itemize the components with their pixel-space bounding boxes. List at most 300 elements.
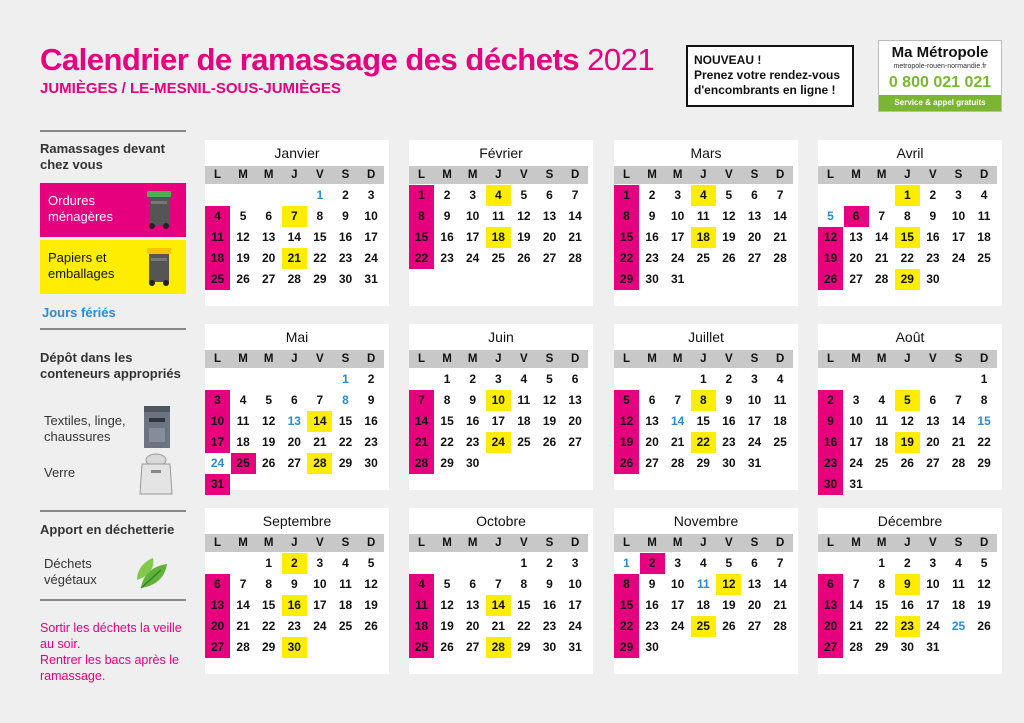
day-cell: 16 [364, 414, 378, 428]
day-cell: 2 [342, 188, 349, 202]
day-cell: 9 [443, 209, 451, 223]
day-ordures: 8 [614, 574, 639, 595]
day-papiers: 5 [895, 390, 920, 411]
day-cell: 24 [951, 251, 966, 265]
day-cell: 25 [977, 251, 991, 265]
day-holiday: 13 [287, 414, 301, 428]
month-name: Mai [285, 329, 309, 345]
day-papiers: 1 [895, 185, 920, 206]
day-cell: 29 [977, 456, 991, 470]
day-cell: 19 [364, 598, 378, 612]
day-cell: 29 [517, 640, 531, 654]
day-cell: 13 [542, 209, 557, 223]
day-cell: 7 [776, 188, 784, 202]
day-cell: 1 [443, 372, 451, 386]
day-cell: 1 [878, 556, 886, 570]
day-cell: 2 [546, 556, 553, 570]
day-cell: 31 [671, 272, 685, 286]
day-ordures: 4 [205, 206, 230, 227]
day-cell: 21 [313, 435, 327, 449]
day-ordures: 10 [205, 411, 230, 432]
day-ordures: 18 [409, 616, 434, 637]
day-cell: 16 [338, 230, 353, 244]
day-cell: 8 [265, 577, 273, 591]
day-cell: 29 [338, 456, 353, 470]
day-papiers: 2 [282, 553, 307, 574]
day-cell: 26 [440, 640, 454, 654]
month-name: Février [479, 145, 523, 161]
weekday-label: L [213, 353, 222, 365]
page-subtitle: JUMIÈGES / LE-MESNIL-SOUS-JUMIÈGES [40, 80, 341, 97]
day-ordures: 2 [818, 390, 843, 411]
day-cell: 18 [977, 230, 991, 244]
day-cell: 6 [469, 577, 477, 591]
weekday-label: S [341, 169, 350, 181]
day-cell: 20 [645, 435, 659, 449]
day-cell: 4 [980, 188, 988, 202]
day-cell: 23 [440, 251, 454, 265]
day-cell: 24 [364, 251, 378, 265]
month-name: Décembre [877, 513, 943, 529]
weekday-label: L [622, 537, 631, 549]
day-cell: 7 [955, 393, 962, 407]
day-cell: 26 [722, 251, 736, 265]
day-cell: 4 [342, 556, 349, 570]
weekday-label: V [520, 537, 528, 549]
day-cell: 17 [671, 230, 685, 244]
day-cell: 25 [338, 619, 353, 633]
day-cell: 14 [773, 209, 787, 223]
weekday-label: S [545, 169, 554, 181]
day-cell: 13 [849, 230, 863, 244]
weekday-label: L [417, 169, 426, 181]
glass-container-icon [137, 452, 175, 496]
day-cell: 28 [849, 640, 863, 654]
weekday-label: M [442, 169, 452, 181]
day-cell: 24 [926, 619, 940, 633]
weekday-label: M [672, 169, 683, 181]
day-ordures: 12 [818, 227, 843, 248]
day-cell: 18 [517, 414, 531, 428]
day-cell: 30 [466, 456, 480, 470]
day-cell: 3 [955, 188, 962, 202]
day-cell: 27 [287, 456, 301, 470]
weekday-label: J [495, 353, 502, 365]
weekday-label: M [647, 537, 657, 549]
weekday-label: V [725, 169, 733, 181]
day-ordures: 5 [614, 390, 639, 411]
metropole-logo [878, 40, 1002, 112]
day-ordures: 6 [818, 574, 843, 595]
day-cell: 16 [645, 230, 659, 244]
day-cell: 20 [262, 251, 276, 265]
day-cell: 8 [443, 393, 451, 407]
day-cell: 8 [980, 393, 988, 407]
day-cell: 29 [262, 640, 276, 654]
weekday-label: J [495, 169, 502, 181]
day-cell: 22 [900, 251, 914, 265]
weekday-label: M [442, 353, 452, 365]
day-cell: 6 [929, 393, 937, 407]
day-cell: 21 [491, 619, 505, 633]
day-cell: 11 [977, 209, 991, 223]
day-cell: 17 [364, 230, 378, 244]
day-ordures: 26 [614, 453, 639, 474]
month-name: Avril [896, 145, 924, 161]
weekday-header [614, 350, 793, 368]
day-cell: 24 [671, 619, 685, 633]
day-cell: 9 [469, 393, 477, 407]
weekday-label: M [851, 353, 861, 365]
day-cell: 6 [571, 372, 579, 386]
day-cell: 28 [875, 272, 889, 286]
day-cell: 15 [517, 598, 531, 612]
day-holiday: 1 [342, 372, 349, 386]
weekday-label: M [851, 537, 861, 549]
weekday-label: L [826, 353, 835, 365]
day-papiers: 9 [895, 574, 920, 595]
day-cell: 1 [980, 372, 988, 386]
day-holiday: 1 [623, 556, 630, 570]
day-cell: 22 [262, 619, 276, 633]
day-holiday: 14 [671, 414, 685, 428]
day-cell: 5 [239, 209, 247, 223]
day-holiday: 1 [316, 188, 324, 202]
logo-title: Ma Métropole [891, 44, 989, 61]
day-cell: 19 [722, 598, 736, 612]
day-ordures: 3 [205, 390, 230, 411]
weekday-label: V [316, 169, 324, 181]
day-cell: 4 [776, 372, 784, 386]
page-title [40, 42, 654, 78]
month-septembre [205, 508, 389, 674]
day-ordures: 31 [205, 474, 230, 495]
day-ordures: 30 [818, 474, 843, 495]
day-ordures: 25 [409, 637, 434, 658]
day-cell: 23 [364, 435, 378, 449]
day-ordures: 20 [818, 616, 843, 637]
day-cell: 24 [849, 456, 863, 470]
day-cell: 11 [696, 209, 710, 223]
day-ordures: 12 [614, 411, 639, 432]
day-cell: 3 [571, 556, 579, 570]
day-ordures: 15 [614, 595, 639, 616]
day-ordures: 11 [205, 227, 230, 248]
day-cell: 30 [900, 640, 914, 654]
day-papiers: 12 [716, 574, 741, 595]
day-cell: 6 [648, 393, 656, 407]
day-cell: 29 [696, 456, 710, 470]
weekday-header [205, 166, 384, 184]
legend-holidays: Jours fériés [42, 305, 116, 320]
weekday-label: L [417, 353, 426, 365]
day-cell: 4 [955, 556, 962, 570]
weekday-label: L [826, 169, 835, 181]
day-cell: 26 [364, 619, 378, 633]
day-cell: 26 [236, 272, 250, 286]
day-ordures: 19 [818, 248, 843, 269]
day-cell: 13 [926, 414, 940, 428]
day-cell: 26 [262, 456, 276, 470]
notice-box [686, 45, 854, 107]
day-cell: 21 [875, 251, 889, 265]
weekday-label: D [979, 537, 989, 549]
day-cell: 13 [466, 598, 480, 612]
weekday-label: M [238, 169, 248, 181]
day-ordures: 6 [844, 206, 869, 227]
day-ordures: 20 [205, 616, 230, 637]
day-cell: 21 [951, 435, 966, 449]
day-cell: 30 [722, 456, 736, 470]
day-cell: 27 [542, 251, 557, 265]
day-cell: 16 [466, 414, 480, 428]
weekday-label: V [520, 169, 528, 181]
legend-vegetaux: Déchets végétaux [44, 556, 97, 587]
day-cell: 22 [875, 619, 889, 633]
weekday-label: D [979, 353, 989, 365]
day-cell: 20 [747, 598, 762, 612]
day-cell: 17 [926, 598, 940, 612]
day-holiday: 24 [210, 456, 225, 470]
day-cell: 20 [542, 230, 557, 244]
day-papiers: 29 [895, 269, 920, 290]
day-ordures: 21 [409, 432, 434, 453]
day-cell: 12 [364, 577, 378, 591]
day-cell: 24 [466, 251, 480, 265]
notice-title: NOUVEAU ! [694, 53, 762, 67]
weekday-label: L [622, 169, 631, 181]
day-cell: 20 [926, 435, 940, 449]
day-cell: 27 [262, 272, 276, 286]
day-cell: 7 [674, 393, 682, 407]
day-cell: 15 [313, 230, 327, 244]
day-cell: 31 [568, 640, 582, 654]
day-papiers: 22 [691, 432, 716, 453]
weekday-label: S [954, 537, 963, 549]
day-ordures: 8 [614, 206, 639, 227]
weekday-label: M [263, 537, 274, 549]
day-cell: 30 [364, 456, 378, 470]
day-cell: 5 [443, 577, 451, 591]
day-papiers: 28 [486, 637, 511, 658]
day-ordures: 25 [231, 453, 256, 474]
weekday-label: V [725, 353, 733, 365]
day-cell: 18 [951, 598, 966, 612]
weekday-label: J [291, 169, 298, 181]
day-ordures: 25 [205, 269, 230, 290]
day-cell: 14 [849, 598, 863, 612]
month-décembre [818, 508, 1002, 674]
day-cell: 6 [751, 556, 758, 570]
instructions-note [40, 620, 190, 684]
day-cell: 9 [546, 577, 553, 591]
day-cell: 7 [239, 577, 247, 591]
day-cell: 3 [316, 556, 324, 570]
day-papiers: 23 [895, 616, 920, 637]
day-cell: 1 [520, 556, 528, 570]
day-cell: 23 [645, 619, 659, 633]
day-holiday: 25 [951, 619, 966, 633]
day-ordures: 19 [614, 432, 639, 453]
weekday-label: V [929, 537, 937, 549]
weekday-label: V [316, 353, 324, 365]
title-year: 2021 [587, 42, 655, 77]
day-cell: 16 [542, 598, 557, 612]
day-papiers: 16 [282, 595, 307, 616]
day-cell: 6 [751, 188, 758, 202]
day-papiers: 28 [307, 453, 332, 474]
day-cell: 31 [364, 272, 378, 286]
day-cell: 14 [236, 598, 250, 612]
day-cell: 28 [287, 272, 301, 286]
day-cell: 26 [722, 619, 736, 633]
day-papiers: 10 [486, 390, 511, 411]
day-cell: 14 [773, 577, 787, 591]
weekday-label: V [316, 537, 324, 549]
day-cell: 11 [236, 414, 250, 428]
day-ordures: 26 [818, 269, 843, 290]
day-cell: 30 [645, 272, 659, 286]
day-cell: 3 [674, 556, 682, 570]
weekday-label: L [417, 537, 426, 549]
day-cell: 10 [671, 209, 685, 223]
month-mars [614, 140, 798, 306]
day-papiers: 21 [282, 248, 307, 269]
day-cell: 3 [852, 393, 860, 407]
day-cell: 11 [952, 577, 965, 591]
day-cell: 4 [520, 372, 528, 386]
weekday-label: D [775, 537, 785, 549]
day-cell: 10 [466, 209, 480, 223]
day-cell: 3 [751, 372, 758, 386]
day-cell: 7 [571, 188, 579, 202]
day-cell: 9 [367, 393, 375, 407]
legend-divider [40, 130, 186, 132]
day-cell: 28 [568, 251, 582, 265]
day-cell: 16 [440, 230, 454, 244]
day-cell: 5 [980, 556, 988, 570]
day-cell: 7 [878, 209, 886, 223]
month-juillet [614, 324, 798, 490]
weekday-header [409, 534, 588, 552]
day-holiday: 8 [342, 393, 349, 407]
day-cell: 20 [747, 230, 762, 244]
day-cell: 27 [466, 640, 480, 654]
day-cell: 8 [316, 209, 324, 223]
day-cell: 7 [776, 556, 784, 570]
day-holiday: 11 [696, 577, 710, 591]
day-cell: 27 [568, 435, 582, 449]
day-cell: 31 [747, 456, 762, 470]
day-ordures: 23 [818, 453, 843, 474]
day-cell: 15 [262, 598, 276, 612]
day-cell: 1 [265, 556, 273, 570]
day-cell: 11 [517, 393, 531, 407]
weekday-label: D [570, 537, 580, 549]
weekday-header [205, 534, 384, 552]
day-ordures: 13 [818, 595, 843, 616]
legend-divider [40, 599, 186, 601]
day-cell: 20 [466, 619, 480, 633]
weekday-label: D [570, 169, 580, 181]
day-cell: 9 [342, 209, 349, 223]
legend-ordures [40, 183, 186, 237]
month-name: Novembre [673, 513, 739, 529]
day-cell: 10 [313, 577, 327, 591]
logo-phone: 0 800 021 021 [888, 74, 992, 91]
day-cell: 23 [645, 251, 659, 265]
day-cell: 19 [517, 230, 531, 244]
day-cell: 15 [440, 414, 454, 428]
day-cell: 10 [568, 577, 582, 591]
weekday-label: D [366, 353, 376, 365]
weekday-label: S [954, 353, 963, 365]
day-cell: 28 [773, 619, 787, 633]
day-ordures: 16 [818, 432, 843, 453]
day-cell: 17 [747, 414, 762, 428]
day-cell: 18 [696, 598, 710, 612]
day-cell: 26 [517, 251, 531, 265]
day-cell: 6 [546, 188, 553, 202]
day-cell: 2 [725, 372, 733, 386]
day-cell: 17 [491, 414, 505, 428]
day-papiers: 15 [895, 227, 920, 248]
day-papiers: 14 [307, 411, 332, 432]
day-ordures: 29 [614, 637, 639, 658]
weekday-label: M [238, 353, 248, 365]
day-cell: 19 [440, 619, 454, 633]
day-cell: 18 [338, 598, 353, 612]
legend-verre: Verre [44, 465, 76, 480]
logo-url: metropole-rouen-normandie.fr [893, 63, 987, 70]
day-cell: 9 [290, 577, 298, 591]
day-cell: 20 [287, 435, 301, 449]
day-cell: 7 [494, 577, 502, 591]
note-line-2: Rentrer les bacs après le ramassage. [40, 653, 179, 683]
weekday-label: S [750, 169, 759, 181]
weekday-label: S [750, 537, 759, 549]
weekday-label: D [979, 169, 989, 181]
weekday-label: M [647, 169, 657, 181]
weekday-label: J [291, 353, 298, 365]
day-cell: 21 [773, 230, 787, 244]
day-cell: 23 [338, 251, 353, 265]
day-cell: 11 [491, 209, 505, 223]
day-cell: 27 [747, 251, 762, 265]
day-cell: 27 [849, 272, 863, 286]
day-cell: 12 [977, 577, 991, 591]
day-cell: 14 [875, 230, 889, 244]
day-cell: 24 [671, 251, 685, 265]
logo-service: Service & appel gratuits [879, 95, 1001, 111]
day-ordures: 1 [409, 185, 434, 206]
day-cell: 25 [517, 435, 531, 449]
day-cell: 28 [951, 456, 966, 470]
day-cell: 21 [236, 619, 250, 633]
weekday-header [409, 166, 588, 184]
day-ordures: 2 [640, 553, 665, 574]
month-name: Janvier [274, 145, 320, 161]
day-cell: 16 [722, 414, 736, 428]
day-cell: 14 [568, 209, 582, 223]
day-cell: 10 [364, 209, 378, 223]
legend-ordures-label: Ordures ménagères [48, 193, 114, 224]
day-cell: 22 [338, 435, 353, 449]
month-name: Septembre [262, 513, 332, 529]
day-ordures: 15 [614, 227, 639, 248]
day-papiers: 4 [691, 185, 716, 206]
grey-bin-yellow-lid-icon [146, 248, 172, 286]
